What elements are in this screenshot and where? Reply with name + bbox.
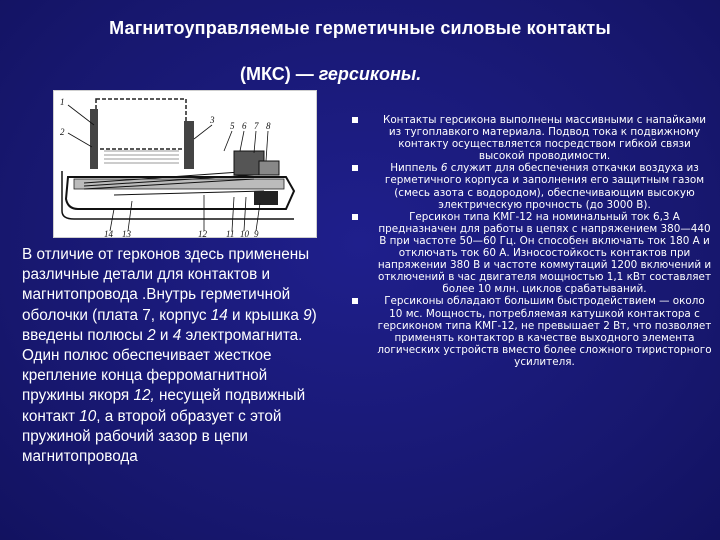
- bullet-text-part: Ниппель: [390, 162, 441, 175]
- bullet-text-italic: 6: [440, 162, 448, 175]
- left-text-number: 12,: [133, 387, 155, 405]
- left-text-number: 14: [210, 306, 228, 324]
- callout-2: 2: [60, 127, 65, 137]
- callout-11: 11: [226, 229, 235, 237]
- subtitle-italic: герсиконы.: [318, 64, 422, 84]
- left-text-number: 4: [172, 326, 182, 344]
- left-text-number: 9: [303, 306, 312, 324]
- bullet-item: [350, 295, 712, 368]
- gersicon-diagram: [53, 90, 317, 238]
- left-text-number: 10: [79, 407, 97, 425]
- callout-7: 7: [254, 121, 259, 131]
- callout-10: 10: [240, 229, 249, 237]
- square-bullet-icon: [352, 165, 358, 171]
- left-text-number: 2: [147, 326, 156, 344]
- left-text-part: и: [155, 326, 173, 344]
- left-text-part: В отличие от герконов здесь применены различные детали для контактов и магнитопровода .Внутрь герметичной оболочки (плата 7, корпус: [22, 246, 310, 324]
- subtitle-prefix: (МКС) —: [240, 64, 319, 84]
- slide-subtitle: [240, 64, 421, 85]
- callout-12: 12: [198, 229, 207, 237]
- square-bullet-icon: [352, 214, 358, 220]
- slide-title: Магнитоуправляемые герметичные силовые контакты: [109, 18, 611, 38]
- callout-1: 1: [60, 97, 65, 107]
- bullet-text: Герсикон типа КМГ-12 на номинальный ток 6,3 А предназначен для работы в цепях с напряжением 380—440 В при частоте 50—60 Гц. Он способен включать ток 180 А и отключать ток 60 А. Износостойкость контактов при напряжении 380 В и частоте коммутаций 1200 включений и отключений в час двигателя мощностью 1,1 кВт составляет более 10 млн. циклов срабатываний.: [377, 210, 712, 296]
- callout-14: 14: [104, 229, 113, 237]
- bullet-item: [350, 114, 712, 162]
- left-text-part: несущей подвижный контакт: [22, 387, 306, 425]
- bullet-text-part: служит для обеспечения откачки воздуха из герметичного корпуса и заполнения его защитным газом (смесь азота с водородом), обеспечивающим высокую электрическую прочность (до 3000 В).: [384, 162, 705, 211]
- callout-13: 13: [122, 229, 131, 237]
- bullet-item: [350, 162, 712, 210]
- callout-9: 9: [254, 229, 259, 237]
- callout-5: 5: [230, 121, 235, 131]
- gersicon-drawing: [54, 91, 316, 237]
- bullet-list: [350, 114, 712, 368]
- bullet-text: [377, 162, 712, 210]
- callout-8: 8: [266, 121, 271, 131]
- square-bullet-icon: [352, 117, 358, 123]
- left-description: [22, 245, 330, 467]
- bullet-text: Герсиконы обладают большим быстродействием — около 10 мс. Мощность, потребляемая катушкой контактора с герсиконом типа КМГ-12, не превышает 2 Вт, что позволяет применять контактор в качестве выходного элемента логических устройств вместо более сложного тиристорного усилителя.: [377, 295, 712, 368]
- callout-6: 6: [242, 121, 247, 131]
- left-text-part: электромагнита. Один полюс обеспечивает жесткое крепление конца ферромагнитной пружины якоря: [22, 326, 303, 405]
- square-bullet-icon: [352, 298, 358, 304]
- bullet-text: Контакты герсикона выполнены массивными с напайками из тугоплавкого материала. Подвод тока к подвижному контакту осуществляется посредством гибкой связи высокой проводимости.: [382, 114, 707, 163]
- callout-3: 3: [210, 115, 215, 125]
- left-text-part: ) введены полюсы: [22, 306, 317, 344]
- left-text-part: и крышка: [227, 306, 304, 324]
- left-text-part: , а второй образует с этой пружиной рабочий зазор в цепи магнитопровода: [22, 407, 282, 466]
- bullet-item: [350, 211, 712, 296]
